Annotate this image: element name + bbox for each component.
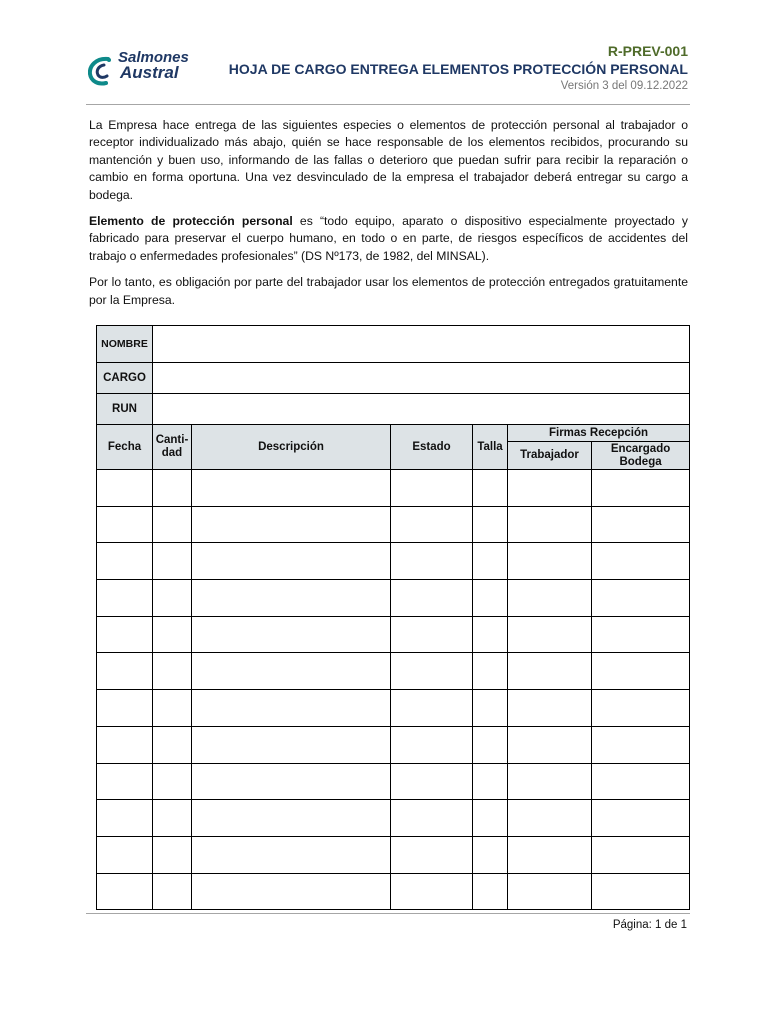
entry-rows (97, 470, 690, 910)
intro-text (89, 117, 688, 318)
col-cantidad-line1: Canti- (155, 434, 189, 446)
cargo-row (97, 363, 690, 394)
entry-cell-talla[interactable] (473, 800, 508, 837)
entry-row (97, 506, 690, 543)
entry-cell-firma-trabajador[interactable] (508, 543, 592, 580)
entry-cell-estado[interactable] (391, 690, 473, 727)
entry-cell-firma-encargado[interactable] (592, 726, 690, 763)
cargo-field[interactable] (153, 363, 690, 394)
entry-cell-fecha[interactable] (97, 616, 153, 653)
entry-cell-descripcion[interactable] (192, 580, 391, 617)
entry-cell-firma-encargado[interactable] (592, 543, 690, 580)
entry-cell-firma-encargado[interactable] (592, 580, 690, 617)
col-encargado-bodega (592, 442, 690, 470)
entry-cell-estado[interactable] (391, 543, 473, 580)
intro-paragraph-1: La Empresa hace entrega de las siguientes especies o elementos de protección personal al trabajador o receptor individualizado más abajo, quién se hace responsable de los elementos recibidos, procurando su mantención y buen uso, informando de las fallas o deterioro que puedan sufrir para recibir la reparación o cambio en forma oportuna. Una vez desvinculado de la empresa el trabajador deberá entregar su cargo a bodega. (89, 118, 688, 202)
entry-cell-fecha[interactable] (97, 726, 153, 763)
entry-cell-fecha[interactable] (97, 543, 153, 580)
header-divider (86, 104, 690, 105)
entry-row (97, 726, 690, 763)
document-title: HOJA DE CARGO ENTREGA ELEMENTOS PROTECCIÓN PERSONAL (228, 61, 688, 77)
intro-paragraph-2 (89, 213, 688, 265)
col-cantidad (153, 425, 192, 470)
entry-cell-fecha[interactable] (97, 800, 153, 837)
logo-text-line2: Austral (120, 63, 179, 82)
entry-cell-cantidad[interactable] (153, 506, 192, 543)
column-header-row (97, 425, 690, 442)
entry-cell-talla[interactable] (473, 616, 508, 653)
entry-cell-cantidad[interactable] (153, 726, 192, 763)
nombre-row (97, 326, 690, 363)
entry-cell-cantidad[interactable] (153, 653, 192, 690)
entry-cell-fecha[interactable] (97, 763, 153, 800)
entry-cell-talla[interactable] (473, 580, 508, 617)
entry-cell-firma-encargado[interactable] (592, 800, 690, 837)
entry-cell-descripcion[interactable] (192, 616, 391, 653)
nombre-label: NOMBRE (97, 326, 153, 363)
entry-cell-talla[interactable] (473, 726, 508, 763)
col-descripcion: Descripción (192, 425, 391, 470)
document-header (229, 42, 688, 95)
entry-cell-descripcion[interactable] (192, 726, 391, 763)
entry-cell-descripcion[interactable] (192, 690, 391, 727)
entry-row (97, 653, 690, 690)
entry-cell-talla[interactable] (473, 763, 508, 800)
entry-cell-cantidad[interactable] (153, 616, 192, 653)
entry-cell-cantidad[interactable] (153, 543, 192, 580)
salmon-logo-icon (88, 54, 118, 88)
col-cantidad-line2: dad (161, 447, 183, 459)
entry-row (97, 763, 690, 800)
entry-cell-firma-trabajador[interactable] (508, 763, 592, 800)
col-trabajador: Trabajador (508, 442, 592, 470)
entry-cell-firma-encargado[interactable] (592, 506, 690, 543)
entry-cell-descripcion[interactable] (192, 836, 391, 873)
entry-cell-talla[interactable] (473, 836, 508, 873)
entry-cell-talla[interactable] (473, 690, 508, 727)
entry-cell-talla[interactable] (473, 873, 508, 910)
entry-cell-firma-encargado[interactable] (592, 470, 690, 507)
entry-cell-firma-trabajador[interactable] (508, 616, 592, 653)
document-version: Versión 3 del 09.12.2022 (560, 80, 688, 92)
entry-cell-estado[interactable] (391, 616, 473, 653)
entry-cell-firma-encargado[interactable] (592, 873, 690, 910)
entry-cell-descripcion[interactable] (192, 506, 391, 543)
run-label: RUN (97, 394, 153, 425)
run-field[interactable] (153, 394, 690, 425)
entry-cell-estado[interactable] (391, 763, 473, 800)
entry-cell-estado[interactable] (391, 470, 473, 507)
epp-definition: es “todo equipo, aparato o dispositivo especialmente proyectado y fabricado para preservar el cuerpo humano, en todo o en parte, de riesgos específicos de accidentes del trabajo o enfermedades profesionales” (DS Nº173, de 1982, del MINSAL). (89, 214, 689, 263)
entry-cell-fecha[interactable] (97, 580, 153, 617)
entry-cell-cantidad[interactable] (153, 690, 192, 727)
entry-cell-fecha[interactable] (97, 690, 153, 727)
entry-cell-talla[interactable] (473, 543, 508, 580)
entry-row (97, 836, 690, 873)
company-logo (88, 50, 198, 90)
col-firmas-recepcion: Firmas Recepción (508, 425, 690, 442)
col-fecha: Fecha (97, 425, 153, 470)
entry-cell-firma-trabajador[interactable] (508, 726, 592, 763)
nombre-field[interactable] (153, 326, 690, 363)
entry-row (97, 873, 690, 910)
entry-cell-estado[interactable] (391, 836, 473, 873)
entry-cell-talla[interactable] (473, 653, 508, 690)
cargo-label: CARGO (97, 363, 153, 394)
entry-cell-firma-trabajador[interactable] (508, 836, 592, 873)
entry-cell-estado[interactable] (391, 653, 473, 690)
entry-cell-firma-trabajador[interactable] (508, 470, 592, 507)
entry-cell-fecha[interactable] (97, 653, 153, 690)
entry-row (97, 543, 690, 580)
delivery-form-table (96, 325, 690, 910)
epp-term: Elemento de protección personal (89, 214, 293, 229)
entry-cell-descripcion[interactable] (192, 873, 391, 910)
run-row (97, 394, 690, 425)
entry-cell-cantidad[interactable] (153, 763, 192, 800)
entry-cell-fecha[interactable] (97, 836, 153, 873)
entry-cell-firma-trabajador[interactable] (508, 580, 592, 617)
entry-cell-descripcion[interactable] (192, 470, 391, 507)
entry-cell-firma-trabajador[interactable] (508, 653, 592, 690)
entry-cell-cantidad[interactable] (153, 873, 192, 910)
entry-cell-talla[interactable] (473, 506, 508, 543)
entry-cell-cantidad[interactable] (153, 470, 192, 507)
entry-cell-estado[interactable] (391, 506, 473, 543)
footer-divider (86, 913, 690, 914)
entry-row (97, 470, 690, 507)
page-number: Página: 1 de 1 (612, 919, 687, 931)
entry-cell-firma-encargado[interactable] (592, 653, 690, 690)
entry-cell-cantidad[interactable] (153, 580, 192, 617)
entry-cell-descripcion[interactable] (192, 763, 391, 800)
entry-row (97, 690, 690, 727)
entry-cell-cantidad[interactable] (153, 800, 192, 837)
col-estado: Estado (391, 425, 473, 470)
entry-cell-firma-encargado[interactable] (592, 763, 690, 800)
col-encargado-line2: Bodega (619, 455, 662, 468)
entry-cell-fecha[interactable] (97, 470, 153, 507)
entry-cell-descripcion[interactable] (192, 653, 391, 690)
entry-cell-estado[interactable] (391, 726, 473, 763)
entry-cell-fecha[interactable] (97, 873, 153, 910)
document-code: R-PREV-001 (607, 43, 688, 59)
col-encargado-line1: Encargado (610, 442, 671, 455)
entry-row (97, 580, 690, 617)
entry-row (97, 616, 690, 653)
entry-cell-talla[interactable] (473, 470, 508, 507)
entry-cell-firma-encargado[interactable] (592, 836, 690, 873)
entry-cell-estado[interactable] (391, 800, 473, 837)
entry-cell-firma-encargado[interactable] (592, 616, 690, 653)
entry-cell-descripcion[interactable] (192, 543, 391, 580)
entry-cell-firma-encargado[interactable] (592, 690, 690, 727)
intro-paragraph-3: Por lo tanto, es obligación por parte del trabajador usar los elementos de protección entregados gratuitamente por la Empresa. (89, 275, 688, 307)
entry-cell-firma-trabajador[interactable] (508, 506, 592, 543)
col-talla: Talla (473, 425, 508, 470)
entry-cell-firma-trabajador[interactable] (508, 873, 592, 910)
entry-cell-firma-trabajador[interactable] (508, 690, 592, 727)
entry-cell-descripcion[interactable] (192, 800, 391, 837)
entry-cell-estado[interactable] (391, 580, 473, 617)
entry-cell-fecha[interactable] (97, 506, 153, 543)
logo-text-line1: Salmones (118, 49, 189, 66)
entry-cell-firma-trabajador[interactable] (508, 800, 592, 837)
entry-cell-estado[interactable] (391, 873, 473, 910)
entry-cell-cantidad[interactable] (153, 836, 192, 873)
entry-row (97, 800, 690, 837)
